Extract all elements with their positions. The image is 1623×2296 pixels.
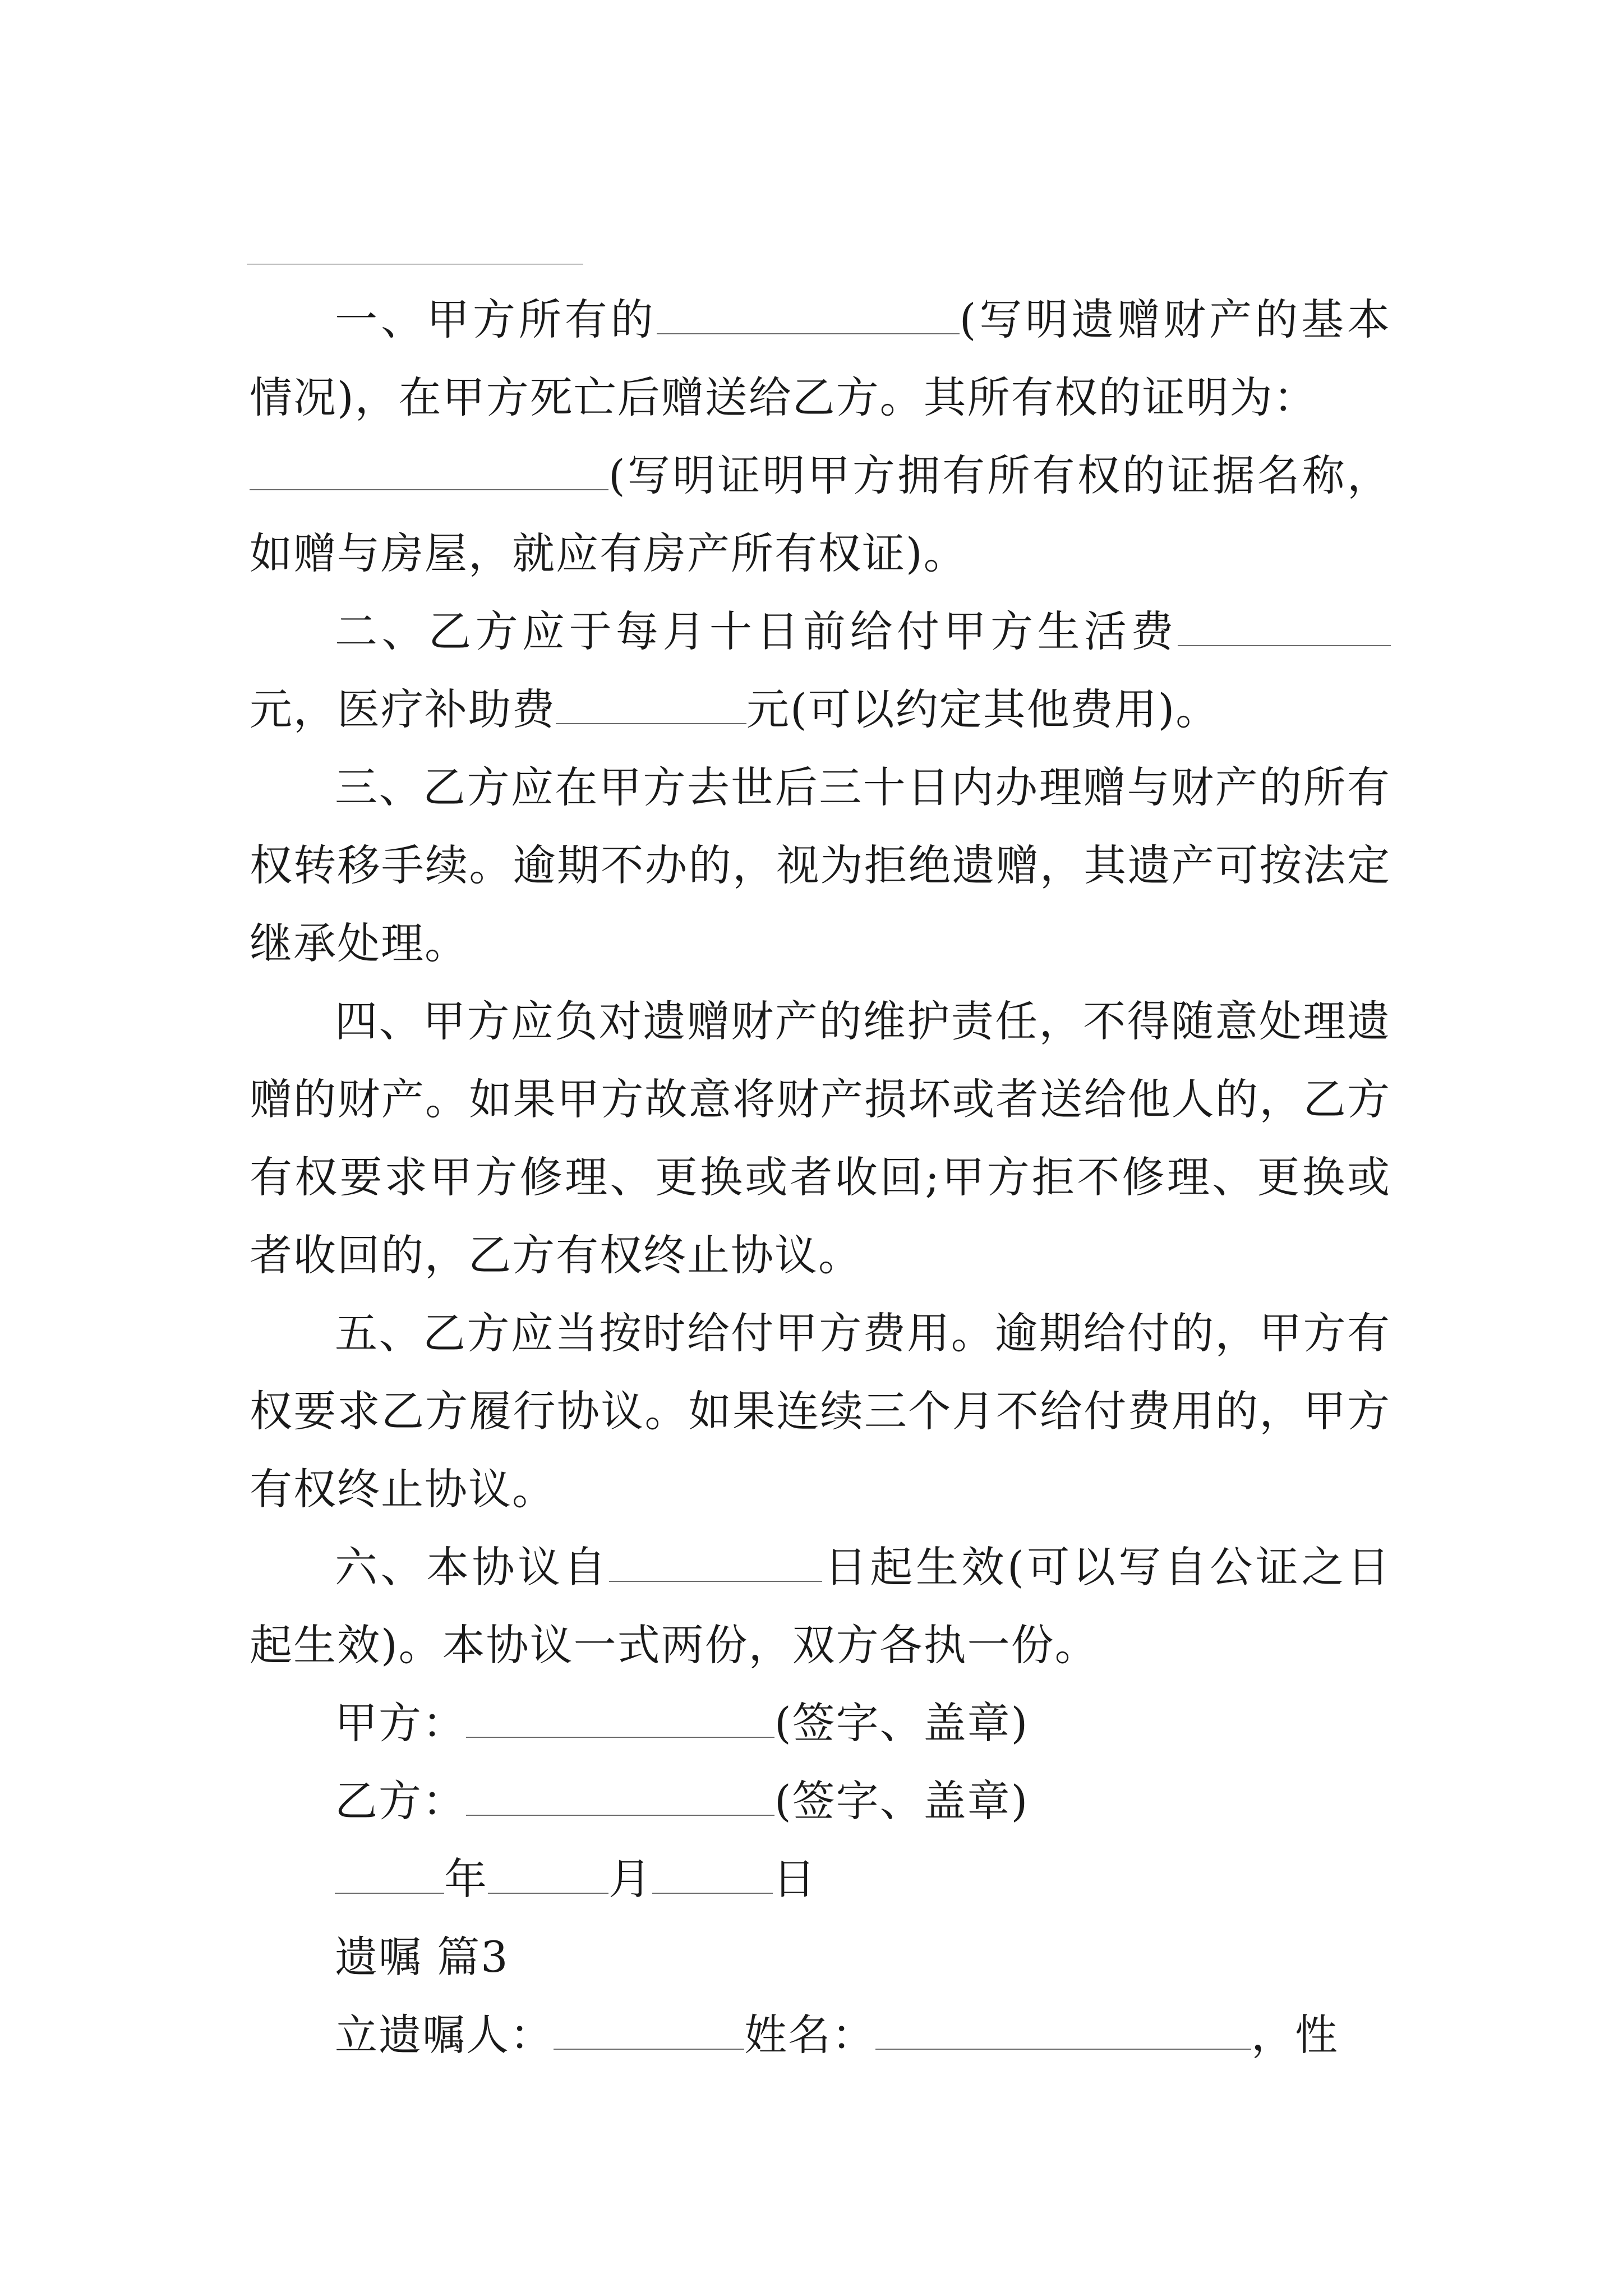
blank-living-expense[interactable] (1178, 613, 1391, 646)
blank-party-a-signature[interactable] (466, 1704, 774, 1738)
blank-ownership-proof[interactable] (250, 457, 608, 490)
testator-line: 立遗嘱人： 姓名： ，性 (335, 2010, 1339, 2060)
clause-2: 二、乙方应于每月十日前给付甲方生活费元，医疗补助费 元(可以约定其他费用)。 (250, 592, 1391, 748)
section-heading: 遗嘱 篇3 (335, 1932, 509, 1982)
blank-testator[interactable] (554, 2016, 744, 2050)
blank-day[interactable] (652, 1860, 773, 1894)
blank-year[interactable] (335, 1860, 444, 1894)
blank-name[interactable] (875, 2016, 1251, 2050)
blank-property[interactable] (657, 301, 960, 334)
blank-party-b-signature[interactable] (466, 1782, 774, 1816)
blank-effective-date[interactable] (609, 1548, 822, 1582)
top-rule (247, 264, 583, 265)
signature-party-a: 甲方： (签字、盖章) (335, 1698, 1029, 1748)
signature-party-b: 乙方： (签字、盖章) (335, 1776, 1029, 1826)
document-body (250, 280, 1391, 2074)
clause-1: 一、甲方所有的 (写明遗赠财产的基本情况)，在甲方死亡后赠送给乙方。其所有权的证明为： (写明证明甲方拥有所有权的证据名称，如赠与房屋，就应有房产所有权证)。 (250, 295, 1391, 578)
clause-3: 三、乙方应在甲方去世后三十日内办理赠与财产的所有权转移手续。逾期不办的，视为拒绝遗赠，其遗产可按法定继承处理。 (250, 762, 1391, 968)
clause-6: 六、本协议自 日起生效(可以写自公证之日起生效)。本协议一式两份，双方各执一份。 (250, 1542, 1391, 1670)
clause-5: 五、乙方应当按时给付甲方费用。逾期给付的，甲方有权要求乙方履行协议。如果连续三个月不给付费用的，甲方有权终止协议。 (250, 1308, 1391, 1514)
blank-month[interactable] (488, 1860, 608, 1894)
date-line: 年 月 日 (250, 1840, 1391, 1918)
blank-medical-subsidy[interactable] (556, 691, 746, 724)
clause-4: 四、甲方应负对遗赠财产的维护责任，不得随意处理遗赠的财产。如果甲方故意将财产损坏或者送给他人的，乙方有权要求甲方修理、更换或者收回;甲方拒不修理、更换或者收回的，乙方有权终止协议。 (250, 996, 1391, 1280)
